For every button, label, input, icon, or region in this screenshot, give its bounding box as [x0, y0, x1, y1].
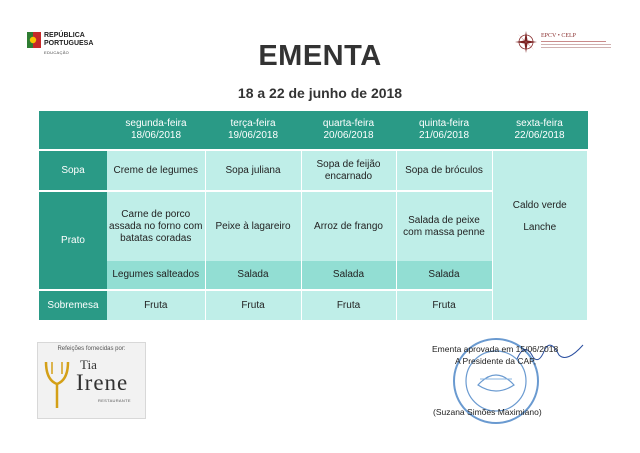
day-date: 18/06/2018 — [130, 130, 182, 141]
day-name: quarta-feira — [322, 118, 375, 129]
day-date: 20/06/2018 — [323, 130, 374, 141]
day-header-friday — [492, 111, 587, 150]
corner-cell — [39, 111, 107, 150]
day-name: terça-feira — [230, 118, 276, 129]
prato-thursday: Salada de peixe com massa penne — [396, 191, 492, 261]
row-label-sopa: Sopa — [39, 150, 107, 191]
side-monday: Legumes salteados — [107, 261, 205, 290]
day-header-tuesday — [205, 111, 301, 150]
table-row-sopa — [39, 150, 587, 191]
logo-sub: EDUCAÇÃO — [44, 50, 70, 55]
friday-snack: Lanche — [523, 221, 557, 233]
sobremesa-thursday: Fruta — [396, 290, 492, 320]
prato-wednesday: Arroz de frango — [301, 191, 396, 261]
sopa-tuesday: Sopa juliana — [205, 150, 301, 191]
supplier-name-1: Tia — [80, 357, 97, 372]
approval-role: A Presidente da CAP, — [455, 356, 537, 366]
row-label-prato: Prato — [39, 191, 107, 290]
table-header-row — [39, 111, 587, 150]
side-tuesday: Salada — [205, 261, 301, 290]
sobremesa-wednesday: Fruta — [301, 290, 396, 320]
logo-line2: PORTUGUESA — [44, 40, 94, 47]
epcv-title: EPCV • CELP — [541, 33, 576, 39]
menu-table — [39, 111, 588, 320]
prato-monday: Carne de porco assada no forno com batatas coradas — [107, 191, 205, 261]
day-date: 21/06/2018 — [418, 130, 470, 141]
sobremesa-tuesday: Fruta — [205, 290, 301, 320]
approval-date: Ementa aprovada em 15/06/2018 — [432, 344, 559, 354]
day-header-monday — [107, 111, 205, 150]
day-header-thursday — [396, 111, 492, 150]
day-name: segunda-feira — [125, 118, 187, 129]
sopa-monday: Creme de legumes — [107, 150, 205, 191]
supplier-logo — [37, 342, 146, 419]
supplier-name-2: Irene — [76, 370, 129, 395]
day-name: sexta-feira — [516, 118, 563, 129]
day-name: quinta-feira — [418, 118, 470, 129]
day-header-wednesday — [301, 111, 396, 150]
row-label-sobremesa: Sobremesa — [39, 290, 107, 320]
supplier-caption: Refeições fornecidas por: — [57, 346, 126, 352]
day-date: 22/06/2018 — [514, 130, 565, 141]
page-title: EMENTA — [258, 40, 382, 72]
logo-line1: REPÚBLICA — [44, 32, 85, 39]
side-wednesday: Salada — [301, 261, 396, 290]
approver-name: (Suzana Simões Maximiano) — [433, 407, 542, 417]
day-date: 19/06/2018 — [227, 130, 279, 141]
friday-soup: Caldo verde — [512, 199, 567, 211]
fork-spoon-icon — [42, 358, 72, 410]
friday-cell — [492, 150, 587, 320]
week-range: 18 a 22 de junho de 2018 — [237, 85, 403, 101]
sopa-wednesday: Sopa de feijão encarnado — [301, 150, 396, 191]
prato-tuesday: Peixe à lagareiro — [205, 191, 301, 261]
side-thursday: Salada — [396, 261, 492, 290]
sopa-thursday: Sopa de bróculos — [396, 150, 492, 191]
sobremesa-monday: Fruta — [107, 290, 205, 320]
supplier-sub: RESTAURANTE — [98, 398, 131, 403]
